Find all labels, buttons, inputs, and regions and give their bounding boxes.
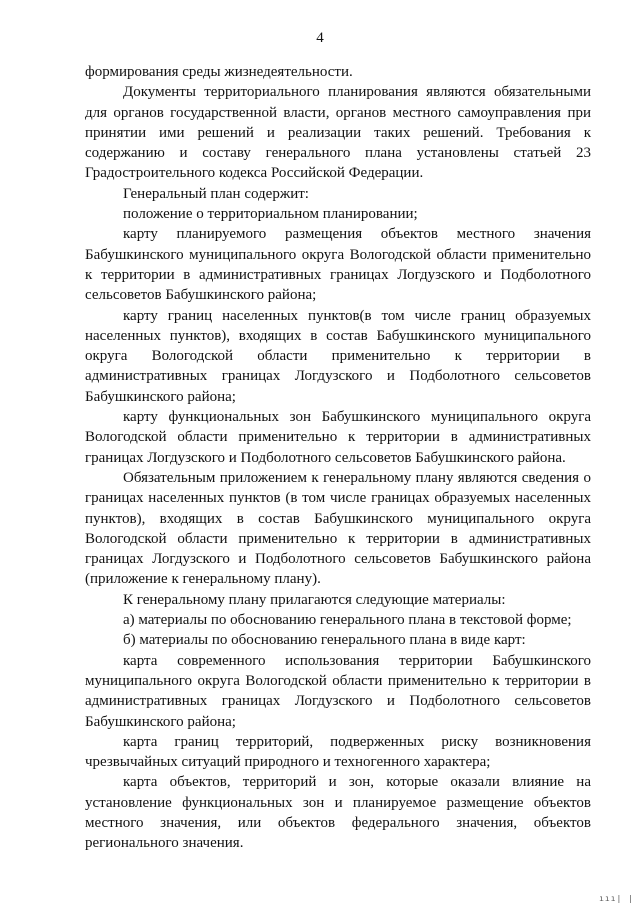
paragraph: Генеральный план содержит: (123, 185, 309, 202)
paragraph: К генеральному плану прилагаются следующие материалы: (123, 591, 506, 608)
paragraph: карту границ населенных пунктов(в том числе границ образуемых населенных пунктов), входящих в состав Бабушкинского муниципального округа Вологодской области применительно к территории в административных границах Логдузского и Подболотного сельсоветов Бабушкинского района; (85, 307, 591, 405)
document-body (85, 62, 591, 854)
page-number: 4 (316, 30, 324, 46)
paragraph: карта границ территорий, подверженных риску возникновения чрезвычайных ситуаций природного и техногенного характера; (85, 733, 591, 771)
paragraph: а) материалы по обоснованию генерального плана в текстовой форме; (123, 612, 572, 629)
paragraph: карту планируемого размещения объектов местного значения Бабушкинского муниципального округа Вологодской области применительно к территории в административных границах Логдузского и Подболотного сельсоветов Бабушкинского района; (85, 226, 591, 304)
paragraph: б) материалы по обоснованию генерального плана в виде карт: (123, 632, 526, 649)
paragraph: Обязательным приложением к генеральному плану являются сведения о границах населенных пунктов (в том числе границах образуемых населенных пунктов), входящих в состав Бабушкинского муниципального округа Вологодской области применительно к территории в административных границах Логдузского и Подболотного сельсоветов Бабушкинского района (приложение к генеральному плану). (85, 469, 591, 588)
paragraph: карта современного использования территории Бабушкинского муниципального округа Вологодской области применительно к территории в административных границах Логдузского и Подболотного сельсоветов Бабушкинского района; (85, 652, 591, 730)
paragraph: формирования среды жизнедеятельности. (85, 64, 353, 80)
paragraph: карту функциональных зон Бабушкинского муниципального округа Вологодской области применительно к территории в административных границах Логдузского и Подболотного сельсоветов Бабушкинского района. (85, 409, 591, 466)
paragraph: карта объектов, территорий и зон, которые оказали влияние на установление функциональных зон и планируемое размещение объектов местного значения, или объектов федерального значения, объектов регионального значения. (85, 774, 591, 852)
paragraph: положение о территориальном планировании; (123, 206, 418, 223)
scan-mark: ııı| | (599, 894, 634, 903)
paragraph: Документы территориального планирования являются обязательными для органов государственной власти, органов местного самоуправления при принятии ими решений и реализации таких решений. Требования к содержанию и составу генерального плана установлены статьей 23 Градостроительного кодекса Российской Федерации. (85, 84, 591, 182)
